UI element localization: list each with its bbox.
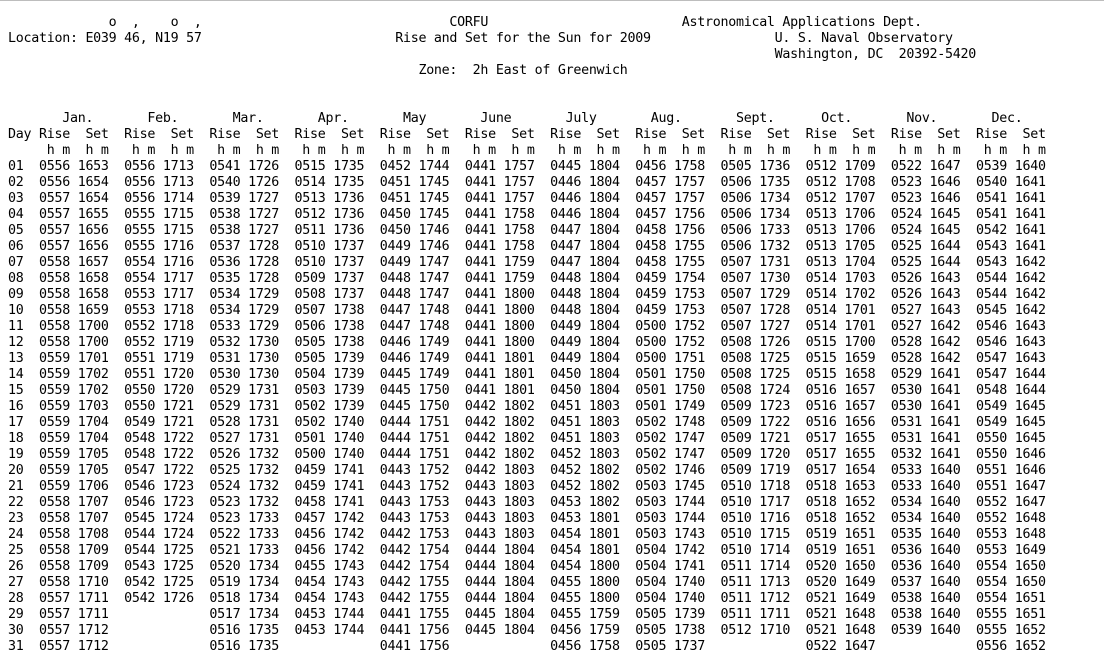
table-row: 31 0557 1712 0516 1735 0441 1756 0456 1758 0505 1737 0522 1647 0556 1652 (8, 639, 1046, 654)
table-row: 03 0557 1654 0556 1714 0539 1727 0513 1736 0451 1745 0441 1757 0446 1804 0457 1757 0506 1734 0512 1707 0523 1646 0541 1641 (8, 191, 1046, 206)
table-row: 16 0559 1703 0550 1721 0529 1731 0502 1739 0445 1750 0442 1802 0451 1803 0501 1749 0509 1723 0516 1657 0530 1641 0549 1645 (8, 399, 1046, 414)
table-row: 25 0558 1709 0544 1725 0521 1733 0456 1742 0442 1754 0444 1804 0454 1801 0504 1742 0510 1714 0519 1651 0536 1640 0553 1649 (8, 543, 1046, 558)
table-row: 05 0557 1656 0555 1715 0538 1727 0511 1736 0450 1746 0441 1758 0447 1804 0458 1756 0506 1733 0513 1706 0524 1645 0542 1641 (8, 223, 1046, 238)
sun-rise-set-document (0, 1, 1104, 654)
table-row: 18 0559 1704 0548 1722 0527 1731 0501 1740 0444 1751 0442 1802 0451 1803 0502 1747 0509 1721 0517 1655 0531 1641 0550 1645 (8, 431, 1046, 446)
header-line-zone: Zone: 2h East of Greenwich (8, 63, 628, 78)
table-unit-header: h m h m h m h m h m h m h m h m h m h m h m h m h m h m h m h m h m h m h m h m h m h m h m h m (8, 143, 1046, 158)
header-line-location: Location: E039 46, N19 57 Rise and Set for the Sun for 2009 U. S. Naval Observatory (8, 31, 953, 46)
table-row: 11 0558 1700 0552 1718 0533 1729 0506 1738 0447 1748 0441 1800 0449 1804 0500 1752 0507 1727 0514 1701 0527 1642 0546 1643 (8, 319, 1046, 334)
table-row: 15 0559 1702 0550 1720 0529 1731 0503 1739 0445 1750 0441 1801 0450 1804 0501 1750 0508 1724 0516 1657 0530 1641 0548 1644 (8, 383, 1046, 398)
table-row: 08 0558 1658 0554 1717 0535 1728 0509 1737 0448 1747 0441 1759 0448 1804 0459 1754 0507 1730 0514 1703 0526 1643 0544 1642 (8, 271, 1046, 286)
table-row: 23 0558 1707 0545 1724 0523 1733 0457 1742 0443 1753 0443 1803 0453 1801 0503 1744 0510 1716 0518 1652 0534 1640 0552 1648 (8, 511, 1046, 526)
table-row: 12 0558 1700 0552 1719 0532 1730 0505 1738 0446 1749 0441 1800 0449 1804 0500 1752 0508 1726 0515 1700 0528 1642 0546 1643 (8, 335, 1046, 350)
table-row: 13 0559 1701 0551 1719 0531 1730 0505 1739 0446 1749 0441 1801 0449 1804 0500 1751 0508 1725 0515 1659 0528 1642 0547 1643 (8, 351, 1046, 366)
table-column-header: Day Rise Set Rise Set Rise Set Rise Set Rise Set Rise Set Rise Set Rise Set Rise Set Rise Set Rise Set Rise Set (8, 127, 1046, 142)
table-row: 21 0559 1706 0546 1723 0524 1732 0459 1741 0443 1752 0443 1803 0452 1802 0503 1745 0510 1718 0518 1653 0533 1640 0551 1647 (8, 479, 1046, 494)
table-row: 14 0559 1702 0551 1720 0530 1730 0504 1739 0445 1749 0441 1801 0450 1804 0501 1750 0508 1725 0515 1658 0529 1641 0547 1644 (8, 367, 1046, 382)
table-row: 06 0557 1656 0555 1716 0537 1728 0510 1737 0449 1746 0441 1758 0447 1804 0458 1755 0506 1732 0513 1705 0525 1644 0543 1641 (8, 239, 1046, 254)
table-row: 01 0556 1653 0556 1713 0541 1726 0515 1735 0452 1744 0441 1757 0445 1804 0456 1758 0505 1736 0512 1709 0522 1647 0539 1640 (8, 159, 1046, 174)
header-line-title: o , o , CORFU Astronomical Applications Dept. (8, 15, 922, 30)
table-month-header: Jan. Feb. Mar. Apr. May June July Aug. Sept. Oct. Nov. Dec. (8, 111, 1023, 126)
table-row: 20 0559 1705 0547 1722 0525 1732 0459 1741 0443 1752 0442 1803 0452 1802 0502 1746 0509 1719 0517 1654 0533 1640 0551 1646 (8, 463, 1046, 478)
table-row: 04 0557 1655 0555 1715 0538 1727 0512 1736 0450 1745 0441 1758 0446 1804 0457 1756 0506 1734 0513 1706 0524 1645 0541 1641 (8, 207, 1046, 222)
table-row: 30 0557 1712 0516 1735 0453 1744 0441 1756 0445 1804 0456 1759 0505 1738 0512 1710 0521 1648 0539 1640 0555 1652 (8, 623, 1046, 638)
table-row: 17 0559 1704 0549 1721 0528 1731 0502 1740 0444 1751 0442 1802 0451 1803 0502 1748 0509 1722 0516 1656 0531 1641 0549 1645 (8, 415, 1046, 430)
table-row: 09 0558 1658 0553 1717 0534 1729 0508 1737 0448 1747 0441 1800 0448 1804 0459 1753 0507 1729 0514 1702 0526 1643 0544 1642 (8, 287, 1046, 302)
table-row: 10 0558 1659 0553 1718 0534 1729 0507 1738 0447 1748 0441 1800 0448 1804 0459 1753 0507 1728 0514 1701 0527 1643 0545 1642 (8, 303, 1046, 318)
table-row: 02 0556 1654 0556 1713 0540 1726 0514 1735 0451 1745 0441 1757 0446 1804 0457 1757 0506 1735 0512 1708 0523 1646 0540 1641 (8, 175, 1046, 190)
table-row: 24 0558 1708 0544 1724 0522 1733 0456 1742 0442 1753 0443 1803 0454 1801 0503 1743 0510 1715 0519 1651 0535 1640 0553 1648 (8, 527, 1046, 542)
table-row: 19 0559 1705 0548 1722 0526 1732 0500 1740 0444 1751 0442 1802 0452 1803 0502 1747 0509 1720 0517 1655 0532 1641 0550 1646 (8, 447, 1046, 462)
table-row: 29 0557 1711 0517 1734 0453 1744 0441 1755 0445 1804 0455 1759 0505 1739 0511 1711 0521 1648 0538 1640 0555 1651 (8, 607, 1046, 622)
table-row: 27 0558 1710 0542 1725 0519 1734 0454 1743 0442 1755 0444 1804 0455 1800 0504 1740 0511 1713 0520 1649 0537 1640 0554 1650 (8, 575, 1046, 590)
table-row: 26 0558 1709 0543 1725 0520 1734 0455 1743 0442 1754 0444 1804 0454 1800 0504 1741 0511 1714 0520 1650 0536 1640 0554 1650 (8, 559, 1046, 574)
table-row: 28 0557 1711 0542 1726 0518 1734 0454 1743 0442 1755 0444 1804 0455 1800 0504 1740 0511 1712 0521 1649 0538 1640 0554 1651 (8, 591, 1046, 606)
table-row: 07 0558 1657 0554 1716 0536 1728 0510 1737 0449 1747 0441 1759 0447 1804 0458 1755 0507 1731 0513 1704 0525 1644 0543 1642 (8, 255, 1046, 270)
header-line-address: Washington, DC 20392-5420 (8, 47, 977, 62)
table-row: 22 0558 1707 0546 1723 0523 1732 0458 1741 0443 1753 0443 1803 0453 1802 0503 1744 0510 1717 0518 1652 0534 1640 0552 1647 (8, 495, 1046, 510)
